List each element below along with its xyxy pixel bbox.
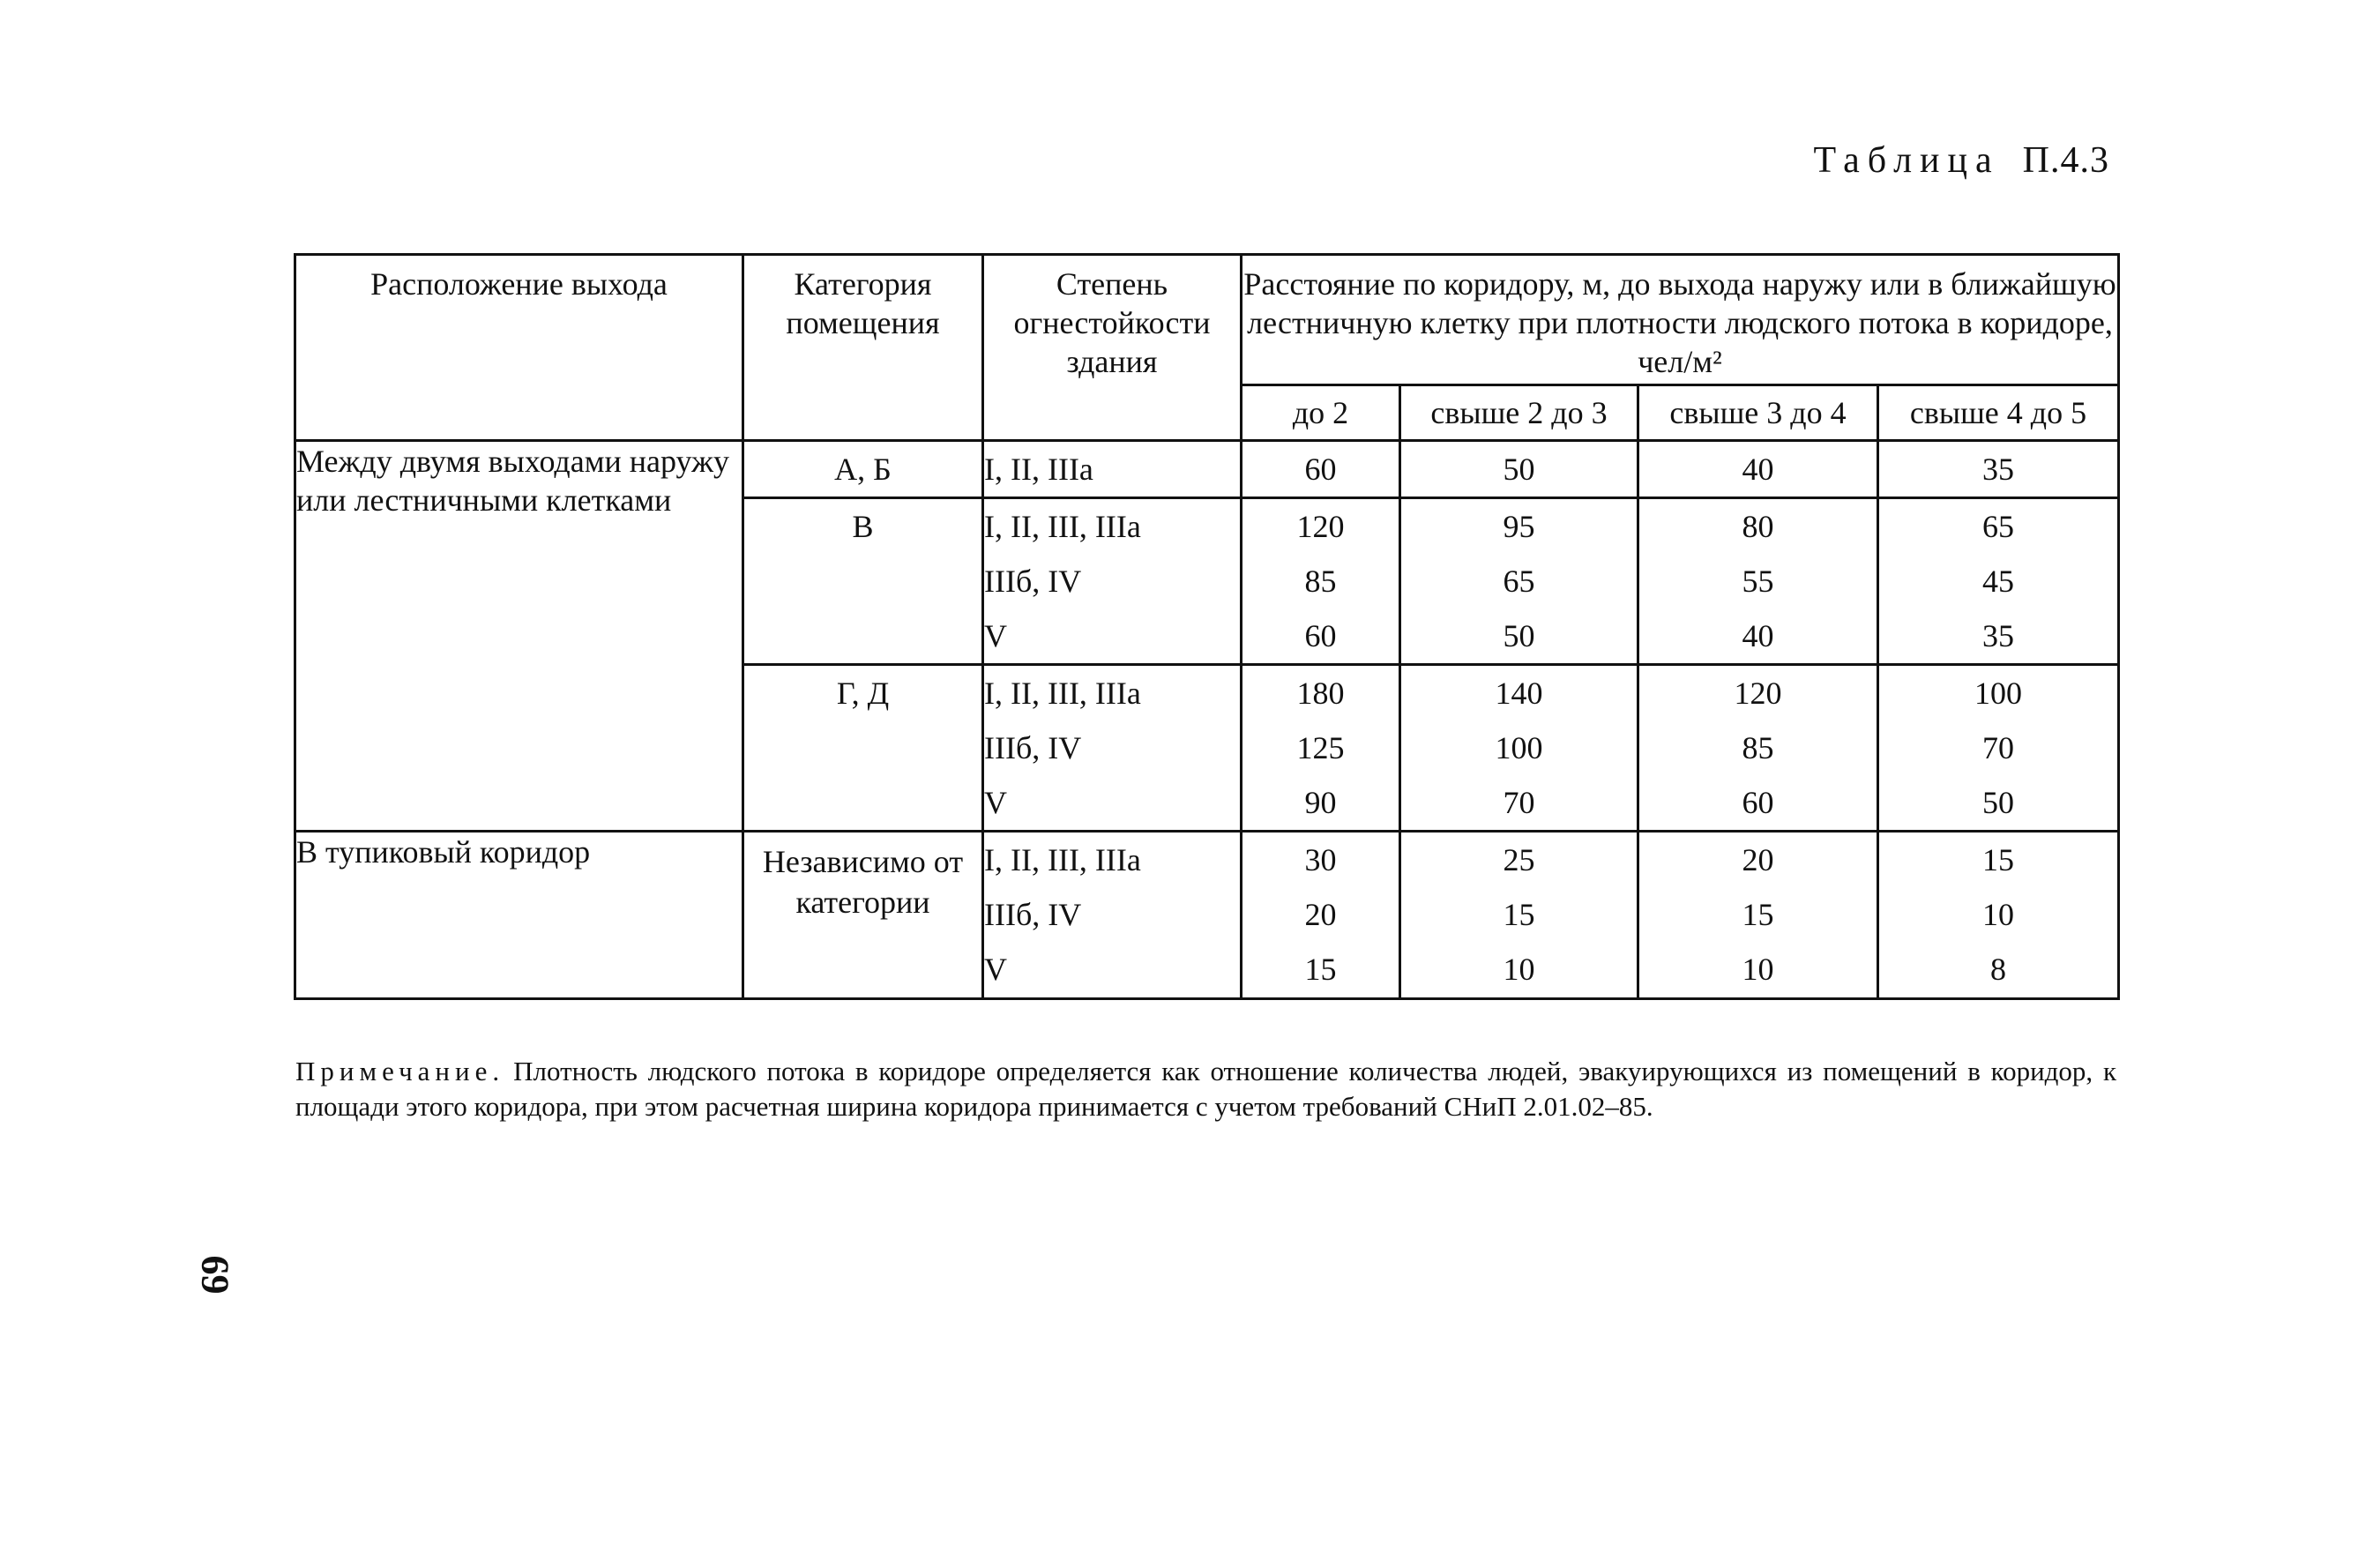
cell-value (1638, 498, 1878, 665)
value-line: 60 (1304, 618, 1337, 653)
cell-value (1878, 665, 2119, 832)
cell-value (1638, 441, 1878, 498)
value-line: 50 (1503, 618, 1535, 653)
value-line: 10 (1503, 952, 1535, 987)
cell-value (1878, 832, 2119, 999)
value-line: 20 (1304, 897, 1337, 932)
degree-line: I, II, IIIa (984, 452, 1093, 487)
value-line: 70 (1503, 785, 1535, 820)
note-label: Примечание. (295, 1056, 505, 1086)
degree-line: I, II, III, IIIa (984, 842, 1141, 877)
degree-line: I, II, III, IIIa (984, 676, 1141, 711)
header-degree: Степень огнестойкости здания (983, 255, 1242, 441)
cell-value (1242, 498, 1400, 665)
value-line: 60 (1742, 785, 1774, 820)
cell-value (1878, 498, 2119, 665)
value-line: 35 (1982, 452, 2014, 487)
degree-line: V (984, 785, 1007, 820)
value-line: 15 (1982, 842, 2014, 877)
header-density-col: свыше 4 до 5 (1878, 385, 2119, 441)
cell-category: Г, Д (743, 665, 983, 832)
cell-value (1400, 665, 1638, 832)
value-line: 70 (1982, 730, 2014, 765)
value-line: 8 (1990, 952, 2006, 987)
value-line: 35 (1982, 618, 2014, 653)
cell-degree (983, 441, 1242, 498)
value-line: 25 (1503, 842, 1535, 877)
cell-value (1878, 441, 2119, 498)
value-line: 30 (1304, 842, 1337, 877)
table-row (295, 832, 2119, 999)
value-line: 95 (1503, 509, 1535, 544)
value-line: 50 (1503, 452, 1535, 487)
header-density-col: до 2 (1242, 385, 1400, 441)
page-number: 69 (193, 1255, 237, 1295)
value-line: 15 (1742, 897, 1774, 932)
cell-category: В (743, 498, 983, 665)
cell-value (1242, 665, 1400, 832)
cell-degree (983, 832, 1242, 999)
cell-category: А, Б (743, 441, 983, 498)
header-density-col: свыше 2 до 3 (1400, 385, 1638, 441)
cell-degree (983, 665, 1242, 832)
cell-location: Между двумя выходами наружу или лестничными клетками (295, 441, 743, 832)
value-line: 20 (1742, 842, 1774, 877)
cell-value (1400, 832, 1638, 999)
degree-line: I, II, III, IIIa (984, 509, 1141, 544)
value-line: 50 (1982, 785, 2014, 820)
cell-degree (983, 498, 1242, 665)
value-line: 100 (1495, 730, 1543, 765)
cell-value (1242, 441, 1400, 498)
cell-value (1400, 498, 1638, 665)
value-line: 10 (1742, 952, 1774, 987)
table-caption (1814, 139, 2109, 182)
cell-value (1638, 665, 1878, 832)
distance-table (294, 253, 2120, 1000)
cell-value (1242, 832, 1400, 999)
value-line: 120 (1734, 676, 1782, 711)
value-line: 140 (1495, 676, 1543, 711)
value-line: 65 (1982, 509, 2014, 544)
value-line: 55 (1742, 564, 1774, 599)
value-line: 80 (1742, 509, 1774, 544)
value-line: 85 (1742, 730, 1774, 765)
header-distance: Расстояние по коридору, м, до выхода наружу или в ближайшую лестничную клетку при плотности людского потока в коридоре, чел/м² (1242, 255, 2119, 385)
degree-line: V (984, 952, 1007, 987)
value-line: 65 (1503, 564, 1535, 599)
value-line: 85 (1304, 564, 1337, 599)
value-line: 10 (1982, 897, 2014, 932)
value-line: 100 (1974, 676, 2022, 711)
caption-number: П.4.3 (2022, 140, 2109, 181)
degree-line: IIIб, IV (984, 730, 1082, 765)
header-category: Категория помещения (743, 255, 983, 441)
cell-category: Независимо от категории (743, 832, 983, 999)
cell-value (1400, 441, 1638, 498)
value-line: 90 (1304, 785, 1337, 820)
value-line: 40 (1742, 452, 1774, 487)
header-location: Расположение выхода (295, 255, 743, 441)
caption-label: Таблица (1813, 140, 2000, 181)
cell-value (1638, 832, 1878, 999)
degree-line: V (984, 618, 1007, 653)
value-line: 40 (1742, 618, 1774, 653)
degree-line: IIIб, IV (984, 897, 1082, 932)
value-line: 125 (1296, 730, 1345, 765)
note-text: Плотность людского потока в коридоре определяется как отношение количества людей, эвакуирующихся из помещений в коридор, к площади этого коридора, при этом расчетная ширина коридора принимается с учетом требований СНиП 2.01.02–85. (295, 1056, 2116, 1122)
value-line: 120 (1296, 509, 1345, 544)
value-line: 15 (1503, 897, 1535, 932)
value-line: 15 (1304, 952, 1337, 987)
value-line: 45 (1982, 564, 2014, 599)
degree-line: IIIб, IV (984, 564, 1082, 599)
value-line: 180 (1296, 676, 1345, 711)
cell-location: В тупиковый коридор (295, 832, 743, 999)
table-row (295, 441, 2119, 498)
value-line: 60 (1304, 452, 1337, 487)
table-note (295, 1054, 2116, 1124)
header-density-col: свыше 3 до 4 (1638, 385, 1878, 441)
